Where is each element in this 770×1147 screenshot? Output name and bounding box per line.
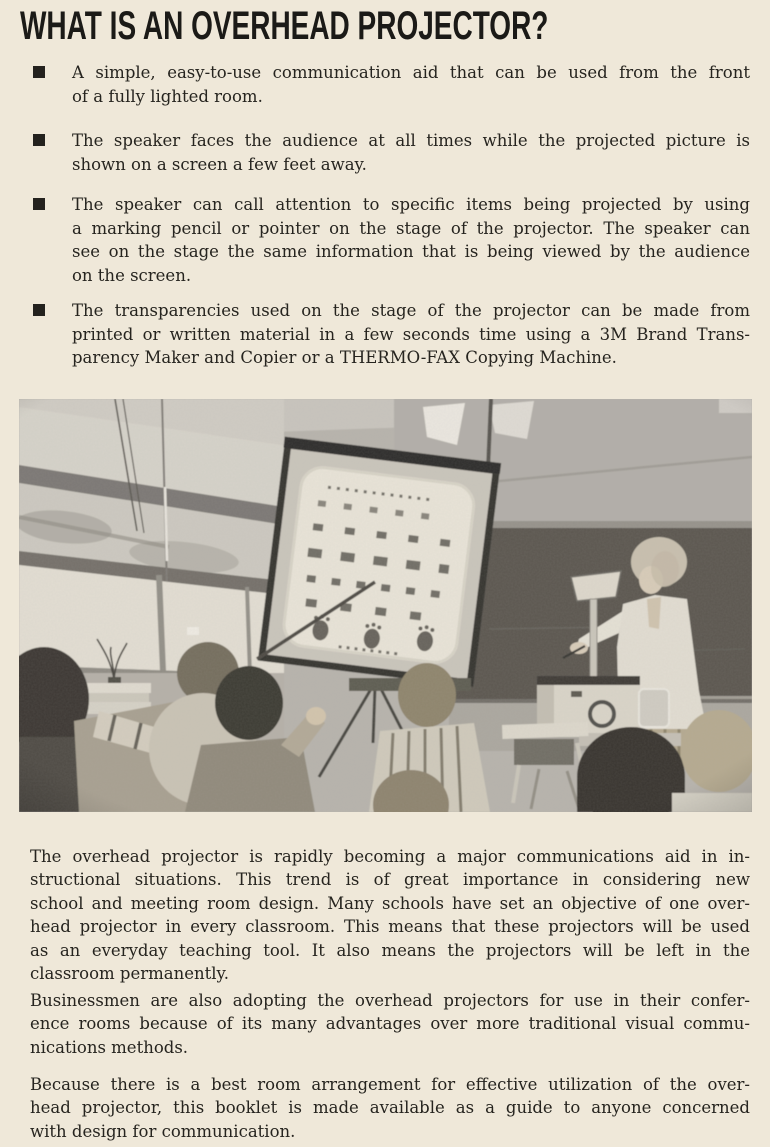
page-title: WHAT IS AN OVERHEAD PROJECTOR? <box>20 4 549 48</box>
body-paragraph <box>30 1073 750 1143</box>
text-line: see on the stage the same information that is being viewed by the audience <box>72 242 750 261</box>
body-paragraph <box>30 989 750 1059</box>
text-line: printed or written material in a few seconds time using a 3M Brand Trans- <box>72 324 750 344</box>
body-paragraph <box>30 845 750 985</box>
text-line: with design for communication. <box>30 1121 296 1141</box>
text-line: The overhead projector is rapidly becoming a major communications aid in in- <box>30 847 750 866</box>
text-line: shown on a screen a few feet away. <box>72 154 367 174</box>
bullet-item <box>33 299 750 370</box>
text-line: head projector, this booklet is made available as a guide to anyone concerned <box>30 1098 750 1118</box>
bullet-text <box>72 129 750 176</box>
square-bullet-icon <box>33 134 45 146</box>
bullet-text <box>72 61 750 108</box>
square-bullet-icon <box>33 304 45 316</box>
text-line: parency Maker and Copier or a THERMO-FAX Copying Machine. <box>72 348 617 367</box>
text-line: head projector in every classroom. This means that these projectors will be used <box>30 917 750 937</box>
text-line: structional situations. This trend is of great importance in considering new <box>30 870 750 890</box>
square-bullet-icon <box>33 66 45 78</box>
bullet-text <box>72 193 750 287</box>
text-line: school and meeting room design. Many schools have set an objective of one over- <box>30 893 750 913</box>
text-line: classroom permanently. <box>30 964 229 984</box>
classroom-photo-illustration <box>19 399 752 812</box>
text-line: Because there is a best room arrangement for effective utilization of the over- <box>30 1075 750 1094</box>
square-bullet-icon <box>33 198 45 210</box>
text-line: ence rooms because of its many advantages over more traditional visual commu- <box>30 1014 750 1034</box>
text-line: The speaker faces the audience at all times while the projected picture is <box>72 131 750 150</box>
classroom-photograph <box>19 399 752 812</box>
text-line: Businessmen are also adopting the overhead projectors for use in their confer- <box>30 991 750 1010</box>
text-line: a marking pencil or pointer on the stage of the projector. The speaker can <box>72 218 750 238</box>
bullet-item <box>33 129 750 176</box>
text-line: nications methods. <box>30 1037 189 1057</box>
text-line: A simple, easy-to-use communication aid that can be used from the front <box>72 63 750 82</box>
bullet-text <box>72 299 750 370</box>
text-line: on the screen. <box>72 265 192 285</box>
text-line: of a fully lighted room. <box>72 86 263 106</box>
text-line: The transparencies used on the stage of the projector can be made from <box>72 301 750 320</box>
bullet-item <box>33 193 750 287</box>
bullet-item <box>33 61 750 108</box>
text-line: as an everyday teaching tool. It also means the projectors will be left in the <box>30 940 750 960</box>
text-line: The speaker can call attention to specific items being projected by using <box>72 195 750 214</box>
